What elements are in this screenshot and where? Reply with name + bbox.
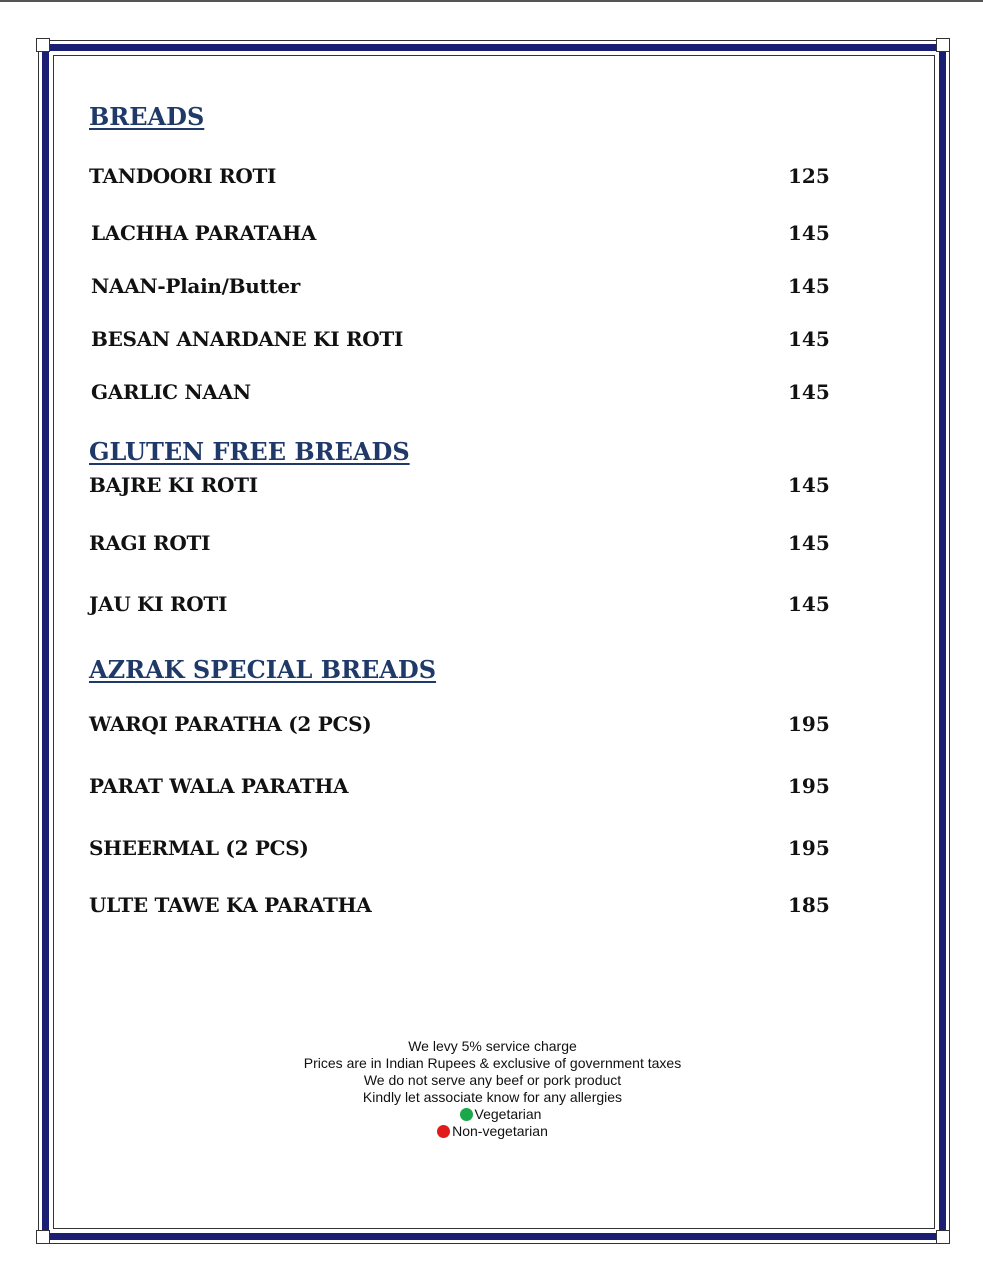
item-price: 195 <box>788 774 830 798</box>
menu-item <box>89 378 829 406</box>
menu-item <box>89 325 829 353</box>
menu-item <box>89 590 829 618</box>
menu-item <box>89 772 829 800</box>
legend-label: Vegetarian <box>474 1106 542 1122</box>
item-price: 145 <box>788 380 830 404</box>
menu-item <box>89 272 829 300</box>
item-price: 195 <box>788 712 830 736</box>
menu-item <box>89 834 829 862</box>
item-price: 145 <box>788 473 830 497</box>
item-price: 125 <box>788 164 830 188</box>
top-rule <box>0 0 983 2</box>
item-name: LACHHA PARATAHA <box>91 221 317 245</box>
item-price: 195 <box>788 836 830 860</box>
item-name: ULTE TAWE KA PARATHA <box>89 893 372 917</box>
border-corner <box>36 1230 50 1244</box>
menu-item <box>89 710 829 738</box>
item-name: BAJRE KI ROTI <box>89 473 258 497</box>
menu-item <box>89 162 829 190</box>
item-name: JAU KI ROTI <box>89 592 228 616</box>
footer-notes <box>200 1038 785 1140</box>
item-name: BESAN ANARDANE KI ROTI <box>91 327 404 351</box>
legend-non-vegetarian <box>200 1123 785 1140</box>
non-vegetarian-dot-icon <box>437 1125 450 1138</box>
item-name: PARAT WALA PARATHA <box>89 774 349 798</box>
menu-item <box>89 219 829 247</box>
item-name: WARQI PARATHA (2 PCS) <box>89 712 372 736</box>
item-name: NAAN-Plain/Butter <box>91 274 301 298</box>
item-price: 145 <box>788 274 830 298</box>
section-heading-breads: BREADS <box>89 102 205 131</box>
item-price: 145 <box>788 327 830 351</box>
allergy-note: Kindly let associate know for any allergies <box>362 1089 623 1105</box>
legend-vegetarian <box>200 1106 785 1123</box>
item-name: RAGI ROTI <box>89 531 211 555</box>
menu-item <box>89 891 829 919</box>
border-corner <box>36 38 50 52</box>
border-corner <box>936 38 950 52</box>
item-price: 185 <box>788 893 830 917</box>
service-charge-note: We levy 5% service charge <box>408 1038 577 1054</box>
menu-item <box>89 471 829 499</box>
border-corner <box>936 1230 950 1244</box>
item-name: TANDOORI ROTI <box>89 164 277 188</box>
item-name: GARLIC NAAN <box>91 380 251 404</box>
item-price: 145 <box>788 531 830 555</box>
legend-label: Non-vegetarian <box>452 1123 548 1139</box>
beef-pork-note: We do not serve any beef or pork product <box>363 1072 622 1088</box>
item-price: 145 <box>788 221 830 245</box>
item-price: 145 <box>788 592 830 616</box>
menu-item <box>89 529 829 557</box>
tax-note: Prices are in Indian Rupees & exclusive of government taxes <box>303 1055 682 1071</box>
section-heading-gluten-free: GLUTEN FREE BREADS <box>89 437 410 466</box>
section-heading-azrak-special: AZRAK SPECIAL BREADS <box>89 655 437 684</box>
vegetarian-dot-icon <box>460 1108 473 1121</box>
item-name: SHEERMAL (2 PCS) <box>89 836 309 860</box>
